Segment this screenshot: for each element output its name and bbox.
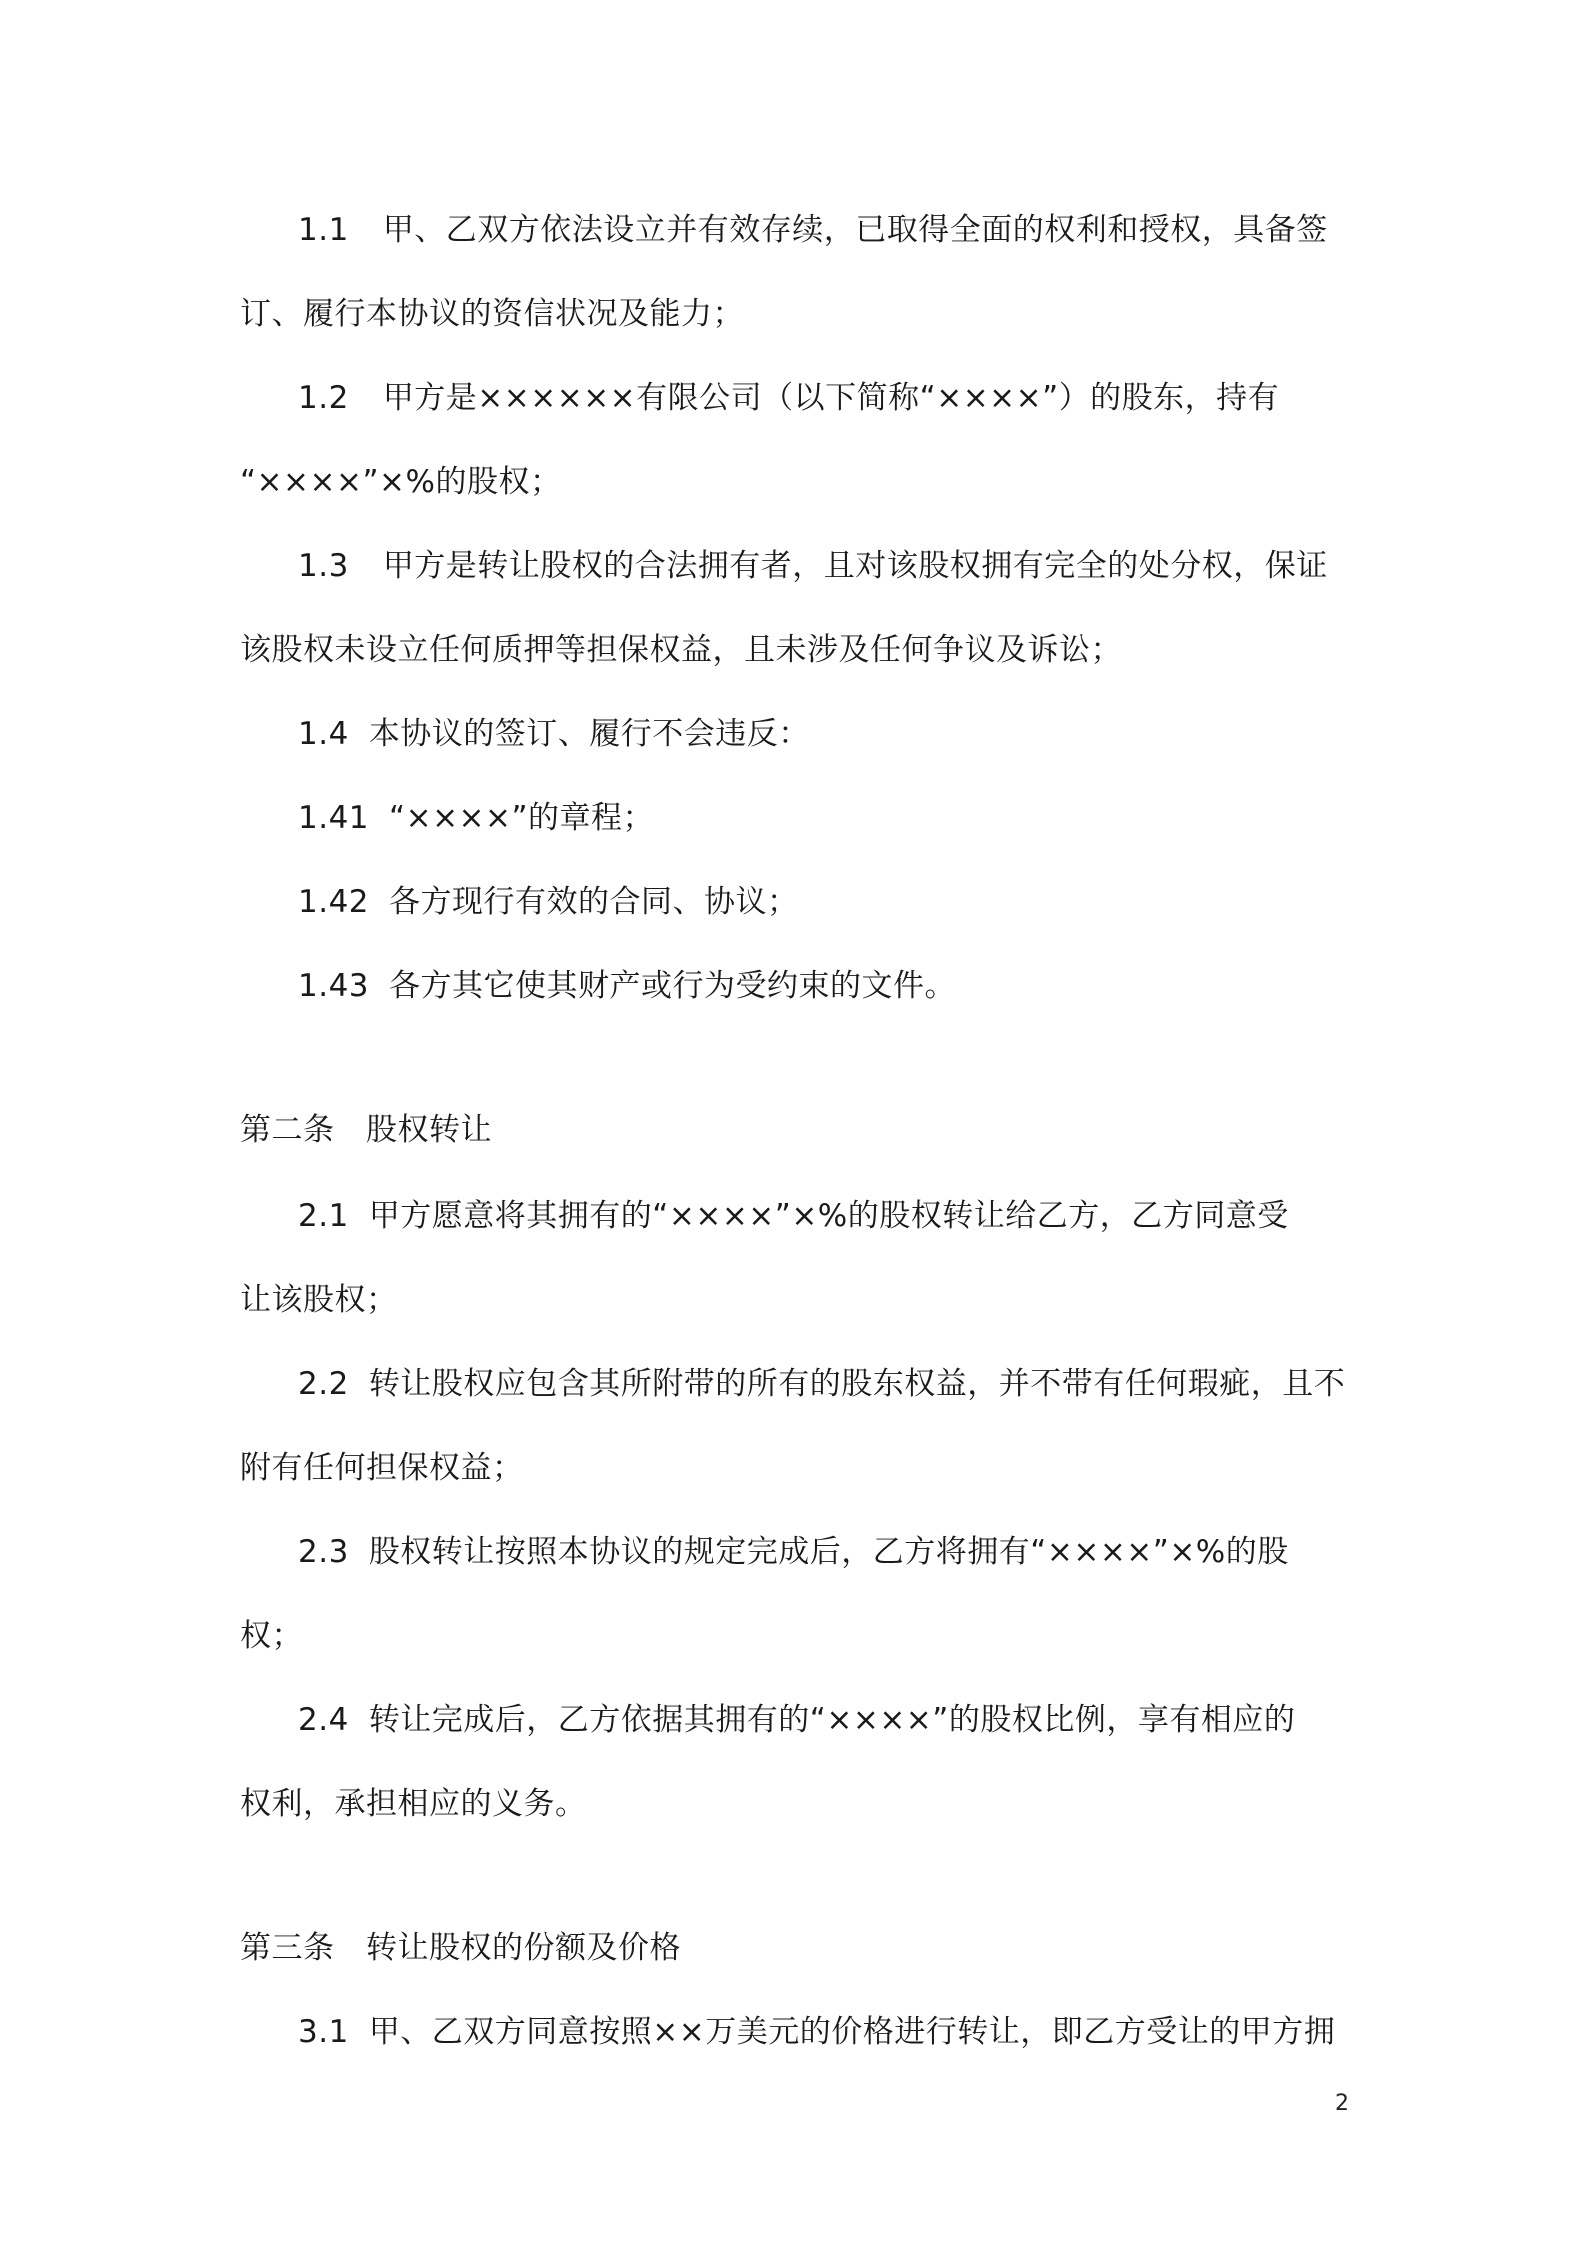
clause-text: 甲、乙双方依法设立并有效存续，已取得全面的权利和授权，具备签 [382, 212, 1328, 248]
clause-text: 本协议的签订、履行不会违反： [368, 716, 810, 752]
page-number: 2 [1335, 2091, 1349, 2116]
clause-2-2-line-1 [298, 1364, 1345, 1404]
clause-2-3-line-1 [298, 1532, 1289, 1572]
clause-text: 甲方是转让股权的合法拥有者，且对该股权拥有完全的处分权，保证 [382, 548, 1328, 584]
clause-text: 甲、乙双方同意按照××万美元的价格进行转让，即乙方受让的甲方拥 [368, 2014, 1336, 2050]
clause-2-1-line-1 [298, 1196, 1289, 1236]
clause-2-2-line-2: 附有任何担保权益； [240, 1450, 524, 1486]
clause-1-2-line-2: “××××”×%的股权； [240, 464, 562, 500]
clause-number: 1.43 [298, 968, 370, 1004]
clause-number: 1.1 [298, 212, 349, 248]
clause-text: 甲方愿意将其拥有的“××××”×%的股权转让给乙方，乙方同意受 [368, 1198, 1289, 1234]
clause-number: 1.4 [298, 716, 349, 752]
clause-text: “××××”的章程； [389, 800, 655, 836]
clause-1-2-line-1 [298, 378, 1279, 418]
clause-1-41-line-1 [298, 798, 654, 838]
clause-text: 转让股权应包含其所附带的所有的股东权益，并不带有任何瑕疵，且不 [368, 1366, 1346, 1402]
clause-number: 3.1 [298, 2014, 349, 2050]
clause-number: 2.1 [298, 1198, 349, 1234]
clause-text: 甲方是××××××有限公司（以下简称“××××”）的股东，持有 [382, 380, 1280, 416]
clause-text: 各方其它使其财产或行为受约束的文件。 [389, 968, 957, 1004]
clause-2-3-line-2: 权； [240, 1618, 303, 1654]
clause-3-1-line-1 [298, 2012, 1335, 2052]
clause-text: 股权转让按照本协议的规定完成后，乙方将拥有“××××”×%的股 [368, 1534, 1289, 1570]
clause-1-42-line-1 [298, 882, 799, 922]
clause-number: 1.41 [298, 800, 370, 836]
clause-2-1-line-2: 让该股权； [240, 1282, 398, 1318]
clause-number: 1.3 [298, 548, 349, 584]
clause-1-43-line-1 [298, 966, 956, 1006]
clause-number: 2.2 [298, 1366, 349, 1402]
clause-number: 1.42 [298, 884, 370, 920]
clause-text: 转让完成后，乙方依据其拥有的“××××”的股权比例，享有相应的 [368, 1702, 1296, 1738]
clause-text: 各方现行有效的合同、协议； [389, 884, 799, 920]
clause-1-1-line-2: 订、履行本协议的资信状况及能力； [240, 296, 744, 332]
article-3-heading: 第三条 转让股权的份额及价格 [240, 1930, 681, 1966]
clause-number: 1.2 [298, 380, 349, 416]
clause-2-4-line-2: 权利，承担相应的义务。 [240, 1786, 587, 1822]
clause-1-3-line-2: 该股权未设立任何质押等担保权益，且未涉及任何争议及诉讼； [240, 632, 1122, 668]
clause-1-4-line-1 [298, 714, 810, 754]
article-2-heading: 第二条 股权转让 [240, 1112, 492, 1148]
clause-1-3-line-1 [298, 546, 1328, 586]
clause-number: 2.4 [298, 1702, 349, 1738]
clause-number: 2.3 [298, 1534, 349, 1570]
clause-2-4-line-1 [298, 1700, 1295, 1740]
clause-1-1-line-1 [298, 210, 1328, 250]
